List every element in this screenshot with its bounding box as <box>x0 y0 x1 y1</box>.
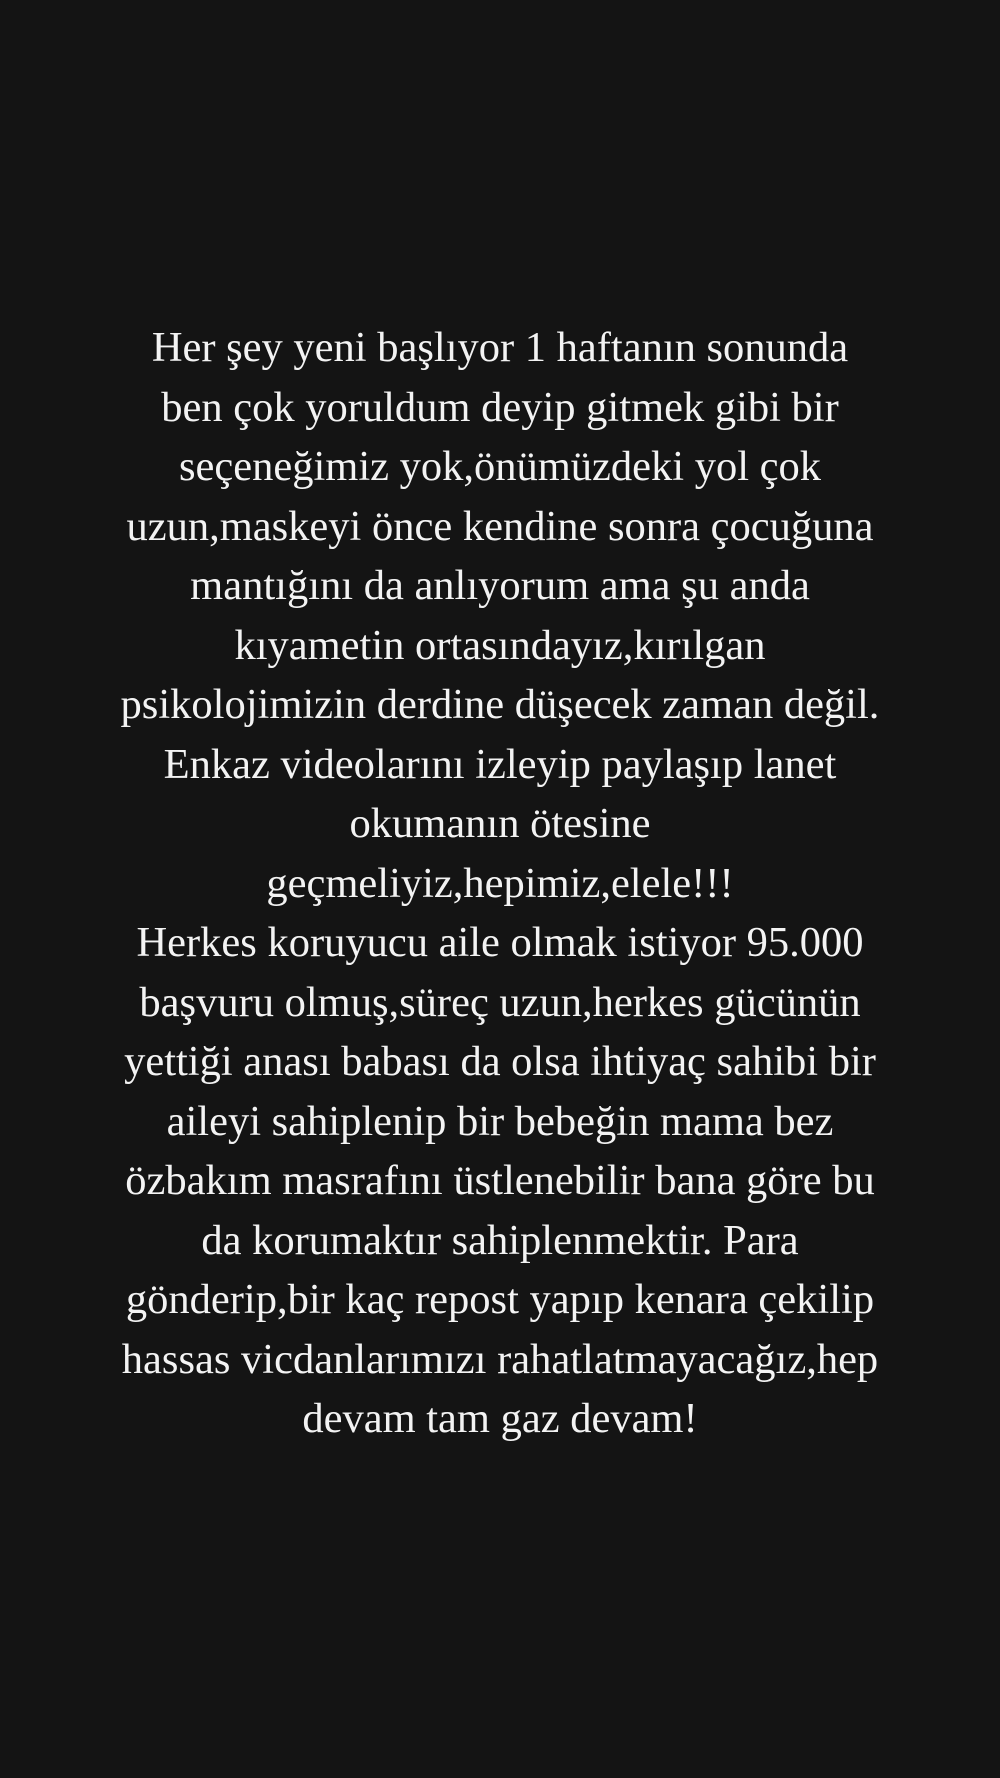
story-text-line: seçeneğimiz yok,önümüzdeki yol çok <box>178 443 822 490</box>
story-text-line: hassas vicdanlarımızı rahatlatmayacağız,hep <box>121 1335 879 1383</box>
story-text-line: gönderip,bir kaç repost yapıp kenara çekilip <box>125 1276 875 1323</box>
story-text-line: Her şey yeni başlıyor 1 haftanın sonunda <box>151 324 849 371</box>
story-text-line: başvuru olmuş,süreç uzun,herkes gücünün <box>139 978 861 1026</box>
story-text-line: geçmeliyiz,hepimiz,elele!!! <box>266 859 734 907</box>
story-text-line: Enkaz videolarını izleyip paylaşıp lanet <box>163 740 837 788</box>
story-text-line: kıyametin ortasındayız,kırılgan <box>234 621 766 669</box>
story-text-line: mantığını da anlıyorum ama şu anda <box>190 562 810 609</box>
story-text-line: uzun,maskeyi önce kendine sonra çocuğuna <box>126 502 874 550</box>
story-text-line: Herkes koruyucu aile olmak istiyor 95.000 <box>136 919 864 966</box>
story-text-line: aileyi sahiplenip bir bebeğin mama bez <box>166 1097 834 1145</box>
story-text-line: ben çok yoruldum deyip gitmek gibi bir <box>161 383 839 431</box>
story-text-block <box>20 318 980 1449</box>
story-text-line: özbakım masrafını üstlenebilir bana göre bu <box>125 1157 875 1204</box>
story-text-line: psikolojimizin derdine düşecek zaman değil. <box>120 681 880 728</box>
story-text-line: devam tam gaz devam! <box>302 1395 698 1442</box>
story-text-line: da korumaktır sahiplenmektir. Para <box>201 1216 799 1264</box>
story-text-line: yettiği anası babası da olsa ihtiyaç sahibi bir <box>124 1038 876 1085</box>
story-text-line: okumanın ötesine <box>349 800 651 847</box>
